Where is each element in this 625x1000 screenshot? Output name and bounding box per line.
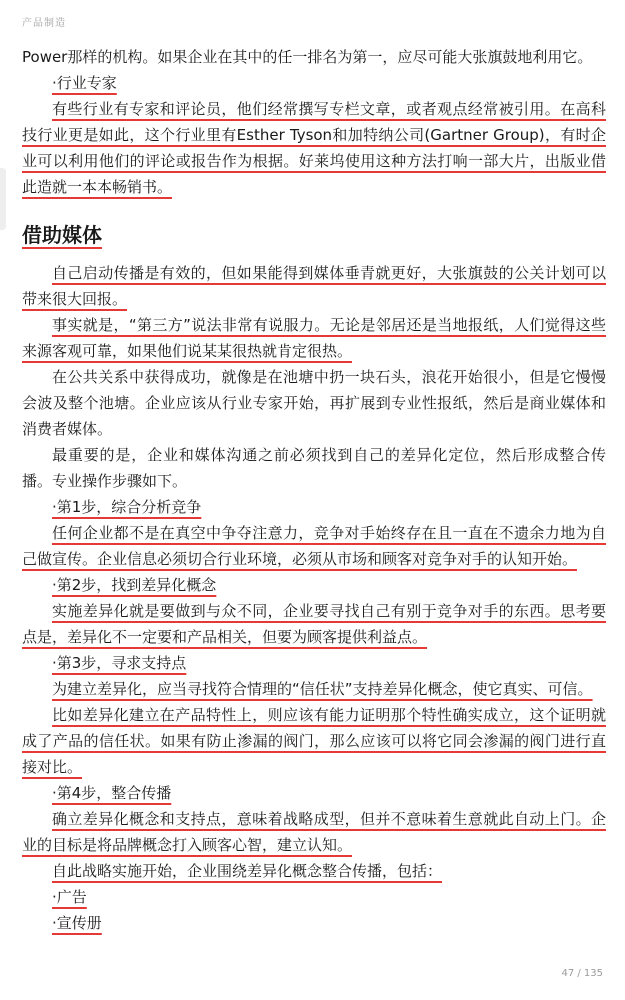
paragraph <box>22 858 606 884</box>
bullet-item <box>22 780 606 806</box>
text-run: 最重要的是，企业和媒体沟通之前必须找到自己的差异化定位，然后形成整合传播。专业操作步骤如下。 <box>22 446 606 490</box>
side-drawer-handle[interactable] <box>0 168 6 230</box>
text-run: 为建立差异化，应当寻找符合情理的“信任状”支持差异化概念，使它真实、可信。 <box>52 680 593 698</box>
paragraph <box>22 702 606 780</box>
paragraph <box>22 96 606 200</box>
text-run: 任何企业都不是在真空中争夺注意力，竞争对手始终存在且一直在不遗余力地为自己做宣传。企业信息必须切合行业环境，必须从市场和顾客对竞争对手的认知开始。 <box>22 524 606 568</box>
page-content <box>22 44 606 936</box>
text-run: 借助媒体 <box>22 223 102 247</box>
paragraph <box>22 364 606 442</box>
paragraph <box>22 442 606 494</box>
text-run: 比如差异化建立在产品特性上，则应该有能力证明那个特性确实成立，这个证明就成了产品的信任状。如果有防止渗漏的阀门，那么应该可以将它同会渗漏的阀门进行直接对比。 <box>22 706 606 776</box>
text-run: ·第1步，综合分析竞争 <box>52 498 202 516</box>
text-run: ·行业专家 <box>52 74 117 92</box>
text-run: 有些行业有专家和评论员，他们经常撰写专栏文章，或者观点经常被引用。在高科技行业更是如此，这个行业里有Esther Tyson和加特纳公司(Gartner Group)，有时企业可以利用他们的评论或报告作为根据。好莱坞使用这种方法打响一部大片，出版业借此造就一本本畅销书。 <box>22 100 606 196</box>
text-run: ·第3步，寻求支持点 <box>52 654 187 672</box>
text-run: 事实就是，“第三方”说法非常有说服力。无论是邻居还是当地报纸，人们觉得这些来源客观可靠，如果他们说某某很热就肯定很热。 <box>22 316 606 360</box>
text-run: 确立差异化概念和支持点，意味着战略成型，但并不意味着生意就此自动上门。企业的目标是将品牌概念打入顾客心智，建立认知。 <box>22 810 606 854</box>
text-run: 实施差异化就是要做到与众不同，企业要寻找自己有别于竞争对手的东西。思考要点是，差异化不一定要和产品相关，但要为顾客提供利益点。 <box>22 602 606 646</box>
text-run: ·广告 <box>52 888 87 906</box>
paragraph <box>22 806 606 858</box>
text-run: ·宣传册 <box>52 914 102 932</box>
paragraph <box>22 260 606 312</box>
paragraph <box>22 676 606 702</box>
text-run: ·第2步，找到差异化概念 <box>52 576 217 594</box>
bullet-item <box>22 572 606 598</box>
text-run: Power那样的机构。如果企业在其中的任一排名为第一，应尽可能大张旗鼓地利用它。 <box>22 48 593 66</box>
bullet-item <box>22 650 606 676</box>
text-run: 在公共关系中获得成功，就像是在池塘中扔一块石头，浪花开始很小，但是它慢慢会波及整个池塘。企业应该从行业专家开始，再扩展到专业性报纸，然后是商业媒体和消费者媒体。 <box>22 368 606 438</box>
paragraph <box>22 598 606 650</box>
book-title: 产品制造 <box>22 18 66 29</box>
bullet-item <box>22 884 606 910</box>
text-run: ·第4步，整合传播 <box>52 784 172 802</box>
text-run: 自此战略实施开始，企业围绕差异化概念整合传播，包括： <box>52 862 443 880</box>
paragraph <box>22 520 606 572</box>
bullet-item <box>22 494 606 520</box>
bullet-item <box>22 910 606 936</box>
paragraph <box>22 44 606 70</box>
text-run: 自己启动传播是有效的，但如果能得到媒体垂青就更好，大张旗鼓的公关计划可以带来很大回报。 <box>22 264 606 308</box>
page-indicator: 47 / 135 <box>561 968 603 979</box>
section-heading <box>22 220 606 250</box>
bullet-item <box>22 70 606 96</box>
paragraph <box>22 312 606 364</box>
